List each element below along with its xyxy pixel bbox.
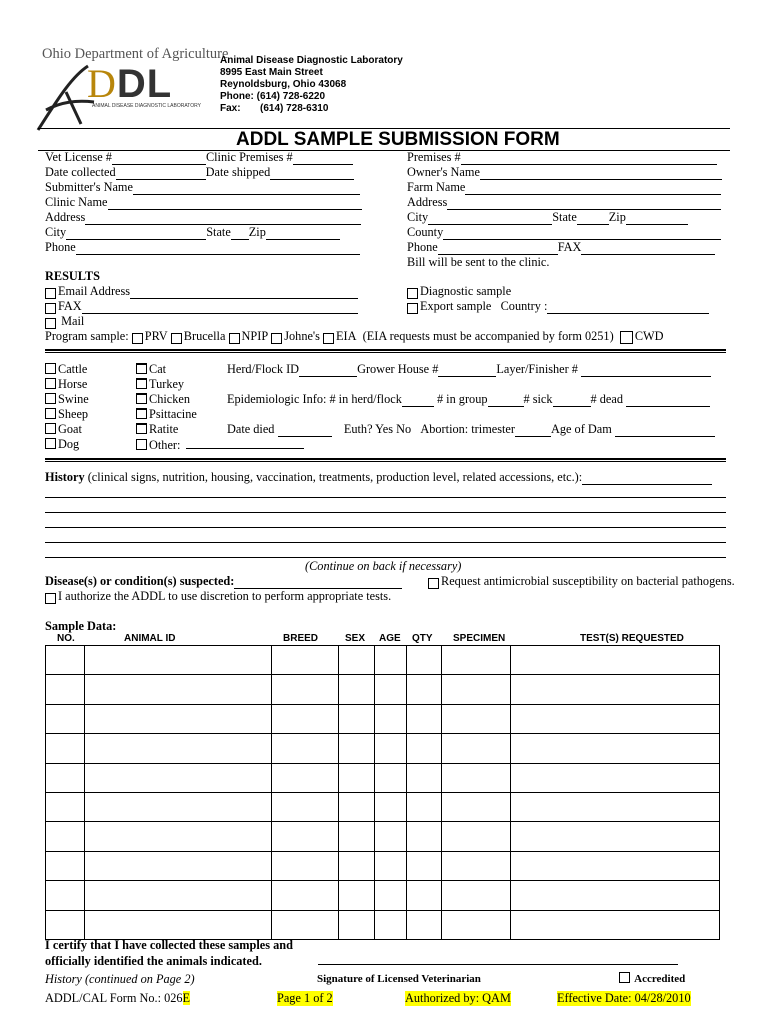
table-cell[interactable] [46,763,85,792]
mail-option[interactable]: Mail [45,314,84,329]
table-row [46,822,720,851]
table-cell[interactable] [85,704,272,733]
species-option-chicken[interactable]: Chicken [136,392,304,407]
export-option[interactable]: Export sample Country : [407,299,709,314]
phone-field[interactable]: Phone [45,240,360,255]
signature-line[interactable] [318,964,678,965]
table-cell[interactable] [442,881,511,910]
checkbox-icon [136,378,147,389]
page-title: ADDL SAMPLE SUBMISSION FORM [236,129,560,150]
table-cell[interactable] [375,910,407,939]
email-option[interactable]: Email Address [45,284,358,299]
premises-field[interactable]: Premises # [407,150,717,165]
table-cell[interactable] [442,763,511,792]
table-cell[interactable] [511,910,720,939]
checkbox-icon [45,423,56,434]
cwd-option[interactable]: CWD [634,329,664,343]
right-address-field[interactable]: Address [407,195,721,210]
table-cell[interactable] [46,734,85,763]
logo-sub: ANIMAL DISEASE DIAGNOSTIC LABORATORY [92,103,202,109]
table-cell[interactable] [46,881,85,910]
table-cell[interactable] [375,646,407,675]
fax-option[interactable]: FAX [45,299,358,314]
table-cell[interactable] [339,646,375,675]
table-cell[interactable] [339,822,375,851]
history-continued: History (continued on Page 2) [45,972,195,986]
table-cell[interactable] [339,881,375,910]
checkbox-icon [45,303,56,314]
table-row [46,675,720,704]
col-header: TEST(S) REQUESTED [580,633,684,644]
lab-fax: Fax: (614) 728-6310 [220,103,329,114]
bill-note: Bill will be sent to the clinic. [407,255,550,269]
table-cell[interactable] [272,734,339,763]
table-cell[interactable] [272,822,339,851]
diagnostic-option[interactable]: Diagnostic sample [407,284,511,299]
checkbox-icon [136,408,147,419]
table-cell[interactable] [85,734,272,763]
lab-city: Reynoldsburg, Ohio 43068 [220,79,347,90]
table-cell[interactable] [375,881,407,910]
eia-option[interactable]: EIA [336,329,357,343]
table-cell[interactable] [375,675,407,704]
table-cell[interactable] [375,792,407,821]
table-cell[interactable] [442,792,511,821]
table-cell[interactable] [85,881,272,910]
sample-table [45,645,720,940]
table-cell[interactable] [442,851,511,880]
table-cell[interactable] [339,910,375,939]
table-cell[interactable] [46,792,85,821]
table-row [46,881,720,910]
city-state-zip-row[interactable]: City State Zip [45,225,340,240]
page-number: Page 1 of 2 [277,991,333,1005]
npip-option[interactable]: NPIP [241,329,269,343]
table-row [46,792,720,821]
checkbox-icon [45,408,56,419]
table-cell[interactable] [85,851,272,880]
table-cell[interactable] [407,851,442,880]
table-cell[interactable] [46,822,85,851]
checkbox-icon [428,578,439,589]
species-option-turkey[interactable]: Turkey [136,377,304,392]
species-option-sheep[interactable]: Sheep [45,407,89,422]
species-list-1 [45,362,89,452]
history-line[interactable] [45,542,726,543]
lab-street: 8995 East Main Street [220,67,323,78]
table-cell[interactable] [442,646,511,675]
species-option-other[interactable]: Other: [136,437,304,453]
table-cell[interactable] [511,881,720,910]
table-cell[interactable] [272,792,339,821]
checkbox-icon [407,303,418,314]
table-row [46,763,720,792]
table-cell[interactable] [375,704,407,733]
form-number: ADDL/CAL Form No.: 026E [45,991,191,1005]
species-option-dog[interactable]: Dog [45,437,89,452]
checkbox-icon [136,423,147,434]
col-header: NO. [57,633,75,644]
history-field[interactable]: History (clinical signs, nutrition, housing, vaccination, treatments, production level, related accessions, etc.): [45,470,712,485]
johnes-option[interactable]: Johne's [284,329,320,343]
address-field[interactable]: Address [45,210,361,225]
signature-label: Signature of Licensed Veterinarian [317,973,481,985]
lab-phone: Phone: (614) 728-6220 [220,91,326,102]
table-cell[interactable] [511,675,720,704]
accredited-option[interactable]: Accredited [619,972,685,985]
table-cell[interactable] [85,910,272,939]
owner-field[interactable]: Owner's Name [407,165,722,180]
species-option-goat[interactable]: Goat [45,422,89,437]
table-cell[interactable] [339,675,375,704]
table-cell[interactable] [85,763,272,792]
disease-field[interactable]: Disease(s) or condition(s) suspected: [45,574,402,589]
col-header: SEX [345,633,366,644]
logo-org: Ohio Department of Agriculture [42,46,229,62]
county-field[interactable]: County [407,225,721,240]
right-phone-row[interactable]: Phone FAX [407,240,715,255]
table-row [46,646,720,675]
checkbox-icon [407,288,418,299]
results-heading: RESULTS [45,269,100,283]
table-cell[interactable] [407,646,442,675]
col-header: SPECIMEN [453,633,506,644]
col-header: ANIMAL ID [124,633,176,644]
checkbox-icon [619,972,630,983]
table-cell[interactable] [407,881,442,910]
table-cell[interactable] [407,763,442,792]
table-cell[interactable] [85,675,272,704]
table-cell[interactable] [511,704,720,733]
history-line[interactable] [45,557,726,558]
table-cell[interactable] [407,822,442,851]
species-option-horse[interactable]: Horse [45,377,89,392]
table-cell[interactable] [272,851,339,880]
table-cell[interactable] [407,792,442,821]
table-cell[interactable] [272,881,339,910]
table-cell[interactable] [272,704,339,733]
table-row [46,734,720,763]
table-cell[interactable] [272,763,339,792]
table-cell[interactable] [85,792,272,821]
table-cell[interactable] [46,910,85,939]
table-cell[interactable] [442,910,511,939]
checkbox-icon [45,393,56,404]
table-cell[interactable] [407,910,442,939]
table-cell[interactable] [46,851,85,880]
table-cell[interactable] [46,675,85,704]
continue-note: (Continue on back if necessary) [305,559,462,573]
authorized-by: Authorized by: QAM [405,991,511,1005]
date-died-row[interactable]: Date died Euth? Yes No Abortion: trimester Age of Dam [227,422,715,437]
table-cell[interactable] [46,704,85,733]
table-cell[interactable] [272,646,339,675]
herd-row[interactable]: Herd/Flock ID Grower House # Layer/Finisher # [227,362,711,377]
col-header: BREED [283,633,319,644]
table-cell[interactable] [511,851,720,880]
table-cell[interactable] [511,734,720,763]
history-line[interactable] [45,512,726,513]
checkbox-icon [136,393,147,404]
table-cell[interactable] [407,675,442,704]
right-city-row[interactable]: City State Zip [407,210,688,225]
vet-license-row[interactable]: Vet License # Clinic Premises # [45,150,353,165]
table-cell[interactable] [407,734,442,763]
authorize-option[interactable]: I authorize the ADDL to use discretion to perform appropriate tests. [45,589,391,604]
sample-heading: Sample Data: [45,619,117,633]
checkbox-icon [45,593,56,604]
antimicrobial-option[interactable]: Request antimicrobial susceptibility on bacterial pathogens. [428,574,735,589]
date-collected-row[interactable]: Date collected Date shipped [45,165,354,180]
checkbox-icon [45,318,56,329]
submitter-field[interactable]: Submitter's Name [45,180,360,195]
table-row [46,704,720,733]
checkbox-icon [136,363,147,374]
table-cell[interactable] [511,792,720,821]
brucella-option[interactable]: Brucella [183,329,226,343]
lab-name: Animal Disease Diagnostic Laboratory [220,55,403,66]
species-option-psittacine[interactable]: Psittacine [136,407,304,422]
effective-date: Effective Date: 04/28/2010 [557,991,691,1005]
checkbox-icon [45,438,56,449]
table-cell[interactable] [339,851,375,880]
table-cell[interactable] [511,822,720,851]
lab-address [220,55,403,115]
checkbox-icon [45,378,56,389]
table-cell[interactable] [442,675,511,704]
checkbox-icon [136,439,147,450]
table-cell[interactable] [339,763,375,792]
table-cell[interactable] [272,675,339,704]
table-cell[interactable] [375,763,407,792]
table-cell[interactable] [442,822,511,851]
prv-option[interactable]: PRV [144,329,168,343]
species-option-swine[interactable]: Swine [45,392,89,407]
farm-field[interactable]: Farm Name [407,180,721,195]
table-cell[interactable] [511,646,720,675]
table-cell[interactable] [272,910,339,939]
table-cell[interactable] [375,851,407,880]
table-cell[interactable] [375,734,407,763]
clinic-name-field[interactable]: Clinic Name [45,195,362,210]
history-line[interactable] [45,497,726,498]
species-option-cattle[interactable]: Cattle [45,362,89,377]
logo-mark: DDL [76,61,173,106]
species-option-ratite[interactable]: Ratite [136,422,304,437]
table-cell[interactable] [407,704,442,733]
table-row [46,910,720,939]
table-cell[interactable] [442,704,511,733]
checkbox-icon [45,363,56,374]
species-option-cat[interactable]: Cat [136,362,304,377]
history-line[interactable] [45,527,726,528]
table-cell[interactable] [511,763,720,792]
table-cell[interactable] [375,822,407,851]
checkbox-icon [45,288,56,299]
epi-row[interactable]: Epidemiologic Info: # in herd/flock # in group # sick # dead [227,392,710,407]
table-cell[interactable] [339,734,375,763]
program-sample-row: Program sample: PRV Brucella NPIP Johne's EIA (EIA requests must be accompanied by form 0251) CWD [45,329,664,343]
col-header: QTY [412,633,433,644]
table-cell[interactable] [339,704,375,733]
table-cell[interactable] [46,646,85,675]
table-cell[interactable] [85,646,272,675]
col-header: AGE [379,633,401,644]
table-cell[interactable] [442,734,511,763]
table-cell[interactable] [85,822,272,851]
table-cell[interactable] [339,792,375,821]
table-row [46,851,720,880]
certify-text: I certify that I have collected these samples and officially identified the animals indicated. [45,938,293,968]
